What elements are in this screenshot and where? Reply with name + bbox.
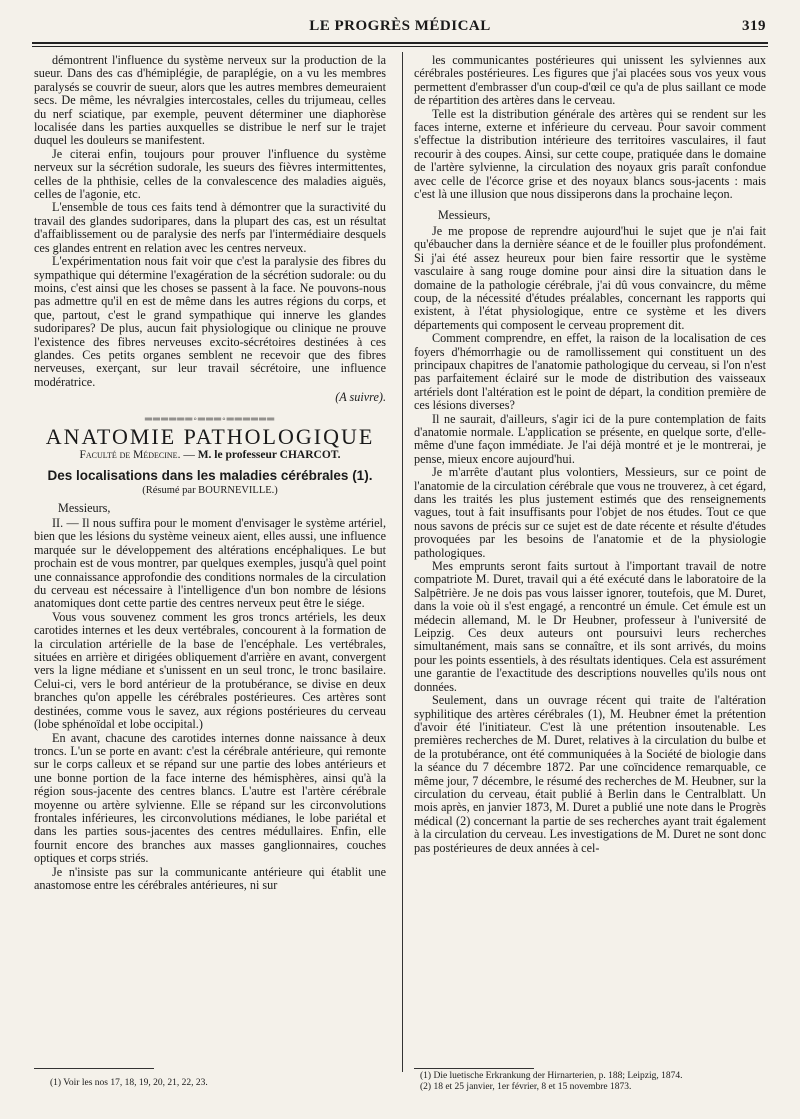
journal-title: LE PROGRÈS MÉDICAL: [309, 18, 491, 34]
paragraph: démontrent l'influence du système nerveux sur la production de la sueur. Dans des cas d'hémiplégie, de paraplégie, on a vu les membres paralysés se couvrir de sueur, alors que les autres membres demeuraient secs. De même, les névralgies intercostales, celles du trijumeau, celles du nerf sciatique, par exemple, peuvent déterminer une diaphorèse localisée dans les parties auxquelles se distribue le nerf sur le trajet duquel les douleurs se manifestent.: [34, 53, 386, 148]
header-rule-thin: [32, 46, 768, 47]
paragraph: L'ensemble de tous ces faits tend à démontrer que la suractivité du travail des glandes sudoripares, dans la plupart des cas, est un résultat d'affaiblissement ou de paralysie des nerfs par l'intermédiaire desquels ces glandes entrent en relation avec les centres nerveux.: [34, 200, 386, 255]
header-rule: [32, 42, 768, 44]
paragraph: En avant, chacune des carotides internes donne naissance à deux troncs. L'un se porte en avant: c'est la cérébrale antérieure, qui remonte sur le corps calleux et se répand sur une partie des lobes antérieurs et une bonne portion de la face interne des hémisphères, ainsi qu'à la région sous-jacente des centres blancs. L'autre est l'artère cérébrale moyenne ou artère sylvienne. Elle se répand sur les circonvolutions frontales inférieures, les circonvolutions médianes, le lobe pariétal et dans les parties sous-jacentes des centres médullaires. Enfin, elle fournit encore des branches aux masses ganglionnaires, couches optiques et corps striés.: [34, 730, 386, 866]
paragraph: Je m'arrête d'autant plus volontiers, Messieurs, sur ce point de l'anatomie de la circulation cérébrale que vous ne trouverez, à cet égard, dans les traités les plus justement estimés que des renseignements vagues, tout à fait insuffisants pour l'objet de nos études. Tout ce que nous savons de précis sur ce sujet est de date récente et résulte d'études provoquées par les besoins de l'anatomie et de la physiologie pathologiques.: [414, 465, 766, 560]
paragraph: les communicantes postérieures qui unissent les sylviennes aux cérébrales postérieures. Les figures que j'ai placées sous vos yeux vous permettent d'embrasser d'un coup-d'œil ce qu'a de plus saillant ce mode de répartition des artères dans le cerveau.: [414, 53, 766, 108]
page-number: 319: [742, 18, 766, 34]
ornament-divider: ══════◦═══◦══════: [144, 413, 276, 425]
column-divider: [402, 52, 403, 1072]
paragraph: II. — Il nous suffira pour le moment d'envisager le système artériel, bien que les lésions du système veineux aient, elles aussi, une influence marquée sur le développement des altérations encéphaliques. Le but prochain est de vous montrer, par quelques exemples, jusqu'à quel point une connaissance approfondie des conditions normales de la circulation du cerveau est nécessaire à l'intelligence d'un bon nombre de lésions anatomiques dont cette partie des centres nerveux peut être le siége.: [34, 516, 386, 611]
summary-credit: (Résumé par BOURNEVILLE.): [142, 485, 278, 497]
paragraph: Je n'insiste pas sur la communicante antérieure qui établit une anastomose entre les cérébrales antérieures, ni sur: [34, 864, 386, 892]
right-column: [414, 54, 766, 855]
salutation: Messieurs,: [438, 208, 491, 223]
paragraph: Telle est la distribution générale des artères qui se rendent sur les faces interne, externe et inférieure du cerveau. Pour savoir comment s'effectue la distribution intérieure des territoires vasculaires, il faut recourir à des coupes. Ainsi, sur cette coupe, pratiquée dans le domaine de l'artère sylvienne, la circulation des noyaux gris paraît confondue avec celle de l'écorce grise et des noyaux blancs sous-jacents : mais c'est là une illusion que nous dissiperons dans la prochaine leçon.: [414, 106, 766, 202]
faculty-prefix: Faculté de Médecine. —: [79, 449, 195, 462]
footnotes: [420, 1071, 770, 1093]
paragraph: Je citerai enfin, toujours pour prouver l'influence du système nerveux sur la sécrétion sudorale, les sueurs des fièvres intermittentes, celles de la phthisie, celles de la convalescence des maladies aiguës, celles de l'agonie, etc.: [34, 146, 386, 202]
lecture-title: Des localisations dans les maladies cérébrales (1).: [47, 467, 373, 483]
professor-name: M. le professeur CHARCOT.: [197, 449, 341, 462]
faculty-line: [34, 449, 386, 462]
salutation: Messieurs,: [58, 500, 111, 515]
paragraph: Mes emprunts seront faits surtout à l'important travail de notre compatriote M. Duret, travail qui a été exécuté dans le laboratoire de la Salpêtrière. Je ne dois pas vous laisser ignorer, toutefois, que M. Duret, dans la voie où il s'est engagé, a rencontré un émule. Cet émule est un médecin allemand, M. le Dr Heubner, professeur à l'université de Leipzig. Ces deux auteurs ont poursuivi leurs recherches simultanément, mais sans se connaître, et ils sont arrivés, du moins pour les points essentiels, à des résultats identiques. Cela est assurément une garantie de l'exactitude des descriptions nouvelles qu'ils nous ont données.: [414, 559, 767, 694]
running-header: [32, 18, 768, 40]
paragraph: Il ne saurait, d'ailleurs, s'agir ici de la pure contemplation de faits d'anatomie normale. L'application se présente, en quelque sorte, d'elle-même d'une façon immédiate. Je l'ai déjà montré et je le montrerai, je pense, mieux encore aujourd'hui.: [414, 411, 766, 466]
paragraph: L'expérimentation nous fait voir que c'est la paralysie des fibres du sympathique qui détermine l'exagération de la sécrétion sudorale: ou du moins, c'est ainsi que les choses se passent à la face. Ne pouvons-nous pas admettre qu'il en est de même dans les autres régions du corps, et que, partout, c'est le grand sympathique qui innerve les glandes sudoripares? De plus, aucun fait physiologique ou clinique ne prouve l'existence des fibres nerveuses excito-sécrétoires destinées à ces glandes. Ces petits organes semblent ne recevoir que des fibres nerveuses, exerçant, sur leur travail sécrétoire, une influence modératrice.: [34, 254, 386, 389]
left-column: [34, 54, 386, 892]
paragraph: Je me propose de reprendre aujourd'hui le sujet que je n'ai fait qu'ébaucher dans la dernière séance et de le fouiller plus profondément. Si j'ai été assez heureux pour bien faire ressortir que le système vasculaire à sang rouge domine pour ainsi dire la situation dans le domaine de la pathologie cérébrale, j'ai dû vous convaincre, du même coup, de la nécessité d'études préalables, concernant les rapports qui existent, à l'état physiologique, entre ce système et les divers départements qui composent le cerveau proprement dit.: [414, 223, 766, 332]
footnote: (1) Die luetische Erkrankung der Hirnarterien, p. 188; Leipzig, 1874.: [420, 1071, 683, 1081]
footnote: (1) Voir les nos 17, 18, 19, 20, 21, 22, 23.: [50, 1078, 208, 1088]
footnote-rule: [414, 1068, 534, 1069]
to-be-continued: (A suivre).: [335, 390, 386, 405]
footnote: (2) 18 et 25 janvier, 1er février, 8 et 15 novembre 1873.: [420, 1082, 632, 1092]
footnote-rule: [34, 1068, 154, 1069]
paragraph: Vous vous souvenez comment les gros troncs artériels, les deux carotides internes et les deux vertébrales, concourent à la formation de la circulation artérielle de la base de l'encéphale. Les vertébrales, situées en arrière et dirigées obliquement d'arrière en avant, convergent vers la ligne médiane et s'unissent en un seul tronc, le tronc basilaire. Celui-ci, vers le bord antérieur de la protubérance, se divise en deux branches qu'on appelle les cérébrales postérieures. Ces artères sont destinées, comme vous le savez, aux régions postérieures du cerveau (lobe sphénoïdal et lobe occipital.): [34, 609, 386, 732]
section-title: ANATOMIE PATHOLOGIQUE: [45, 423, 375, 449]
paragraph: Comment comprendre, en effet, la raison de la localisation de ces foyers d'hémorrhagie ou de ramollissement qui constituent un des principaux chapitres de l'anatomie pathologique du cerveau, si l'on n'est pas parfaitement éclairé sur le mode de distribution des vaisseaux artériels dont l'altération est le point de départ, la condition première de ces lésions diverses?: [414, 331, 766, 413]
paragraph: Seulement, dans un ouvrage récent qui traite de l'altération syphilitique des artères cérébrales (1), M. Heubner émet la prétention d'avoir été l'initiateur. C'est là une prétention insoutenable. Les premières recherches de M. Duret, relatives à la circulation du bulbe et de la protubérance, ont été communiquées à la Société de biologie dans la séance du 7 décembre 1872. Par une coïncidence remarquable, ce même jour, 7 décembre, le résumé des recherches de M. Heubner, sur la circulation du cerveau, était publié à Berlin dans le Centralblatt. Un mois après, en janvier 1873, M. Duret a publié une note dans le Progrès médical (2) concernant la partie de ses recherches ayant trait également à la circulation du cerveau. Les investigations de M. Duret ne sont donc pas postérieures de deux années à cel-: [414, 693, 766, 855]
